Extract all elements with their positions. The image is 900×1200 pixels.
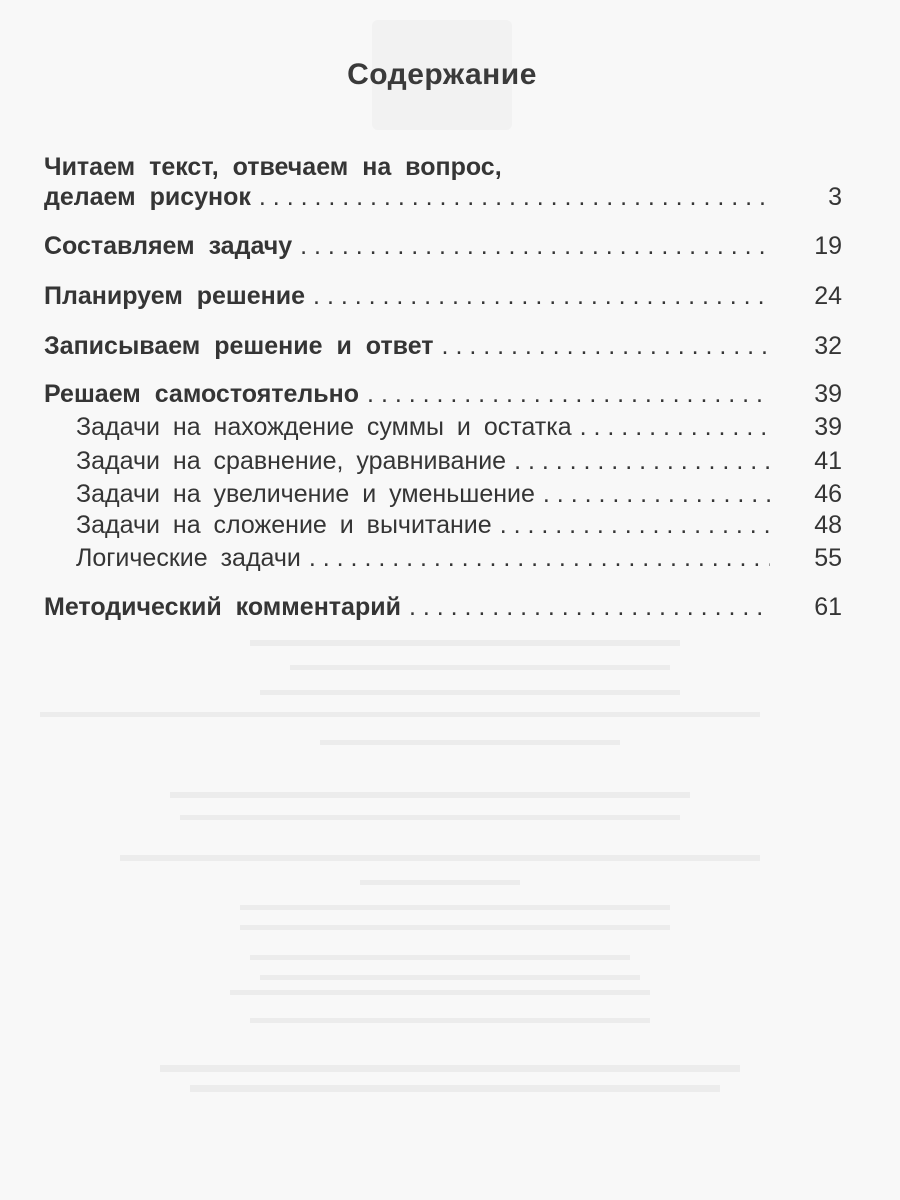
toc-entry-write-solution[interactable] xyxy=(44,329,842,363)
toc-subentry-sum-remainder[interactable] xyxy=(76,410,842,444)
toc-page-number: 24 xyxy=(814,282,842,310)
toc-entry-methodical-commentary[interactable] xyxy=(44,590,842,624)
toc-entry-solve-yourself[interactable] xyxy=(44,377,842,411)
toc-entry-compose-task[interactable] xyxy=(44,229,842,263)
toc-subentry-addition-subtraction[interactable] xyxy=(76,508,842,542)
toc-page-number: 19 xyxy=(814,232,842,260)
toc-page-number: 55 xyxy=(814,544,842,572)
toc-page-number: 39 xyxy=(814,380,842,408)
toc-entry-label: Логические задачи xyxy=(76,544,301,572)
toc-page-number: 48 xyxy=(814,511,842,539)
dot-leader xyxy=(313,279,770,313)
toc-entry-label: Задачи на увеличение и уменьшение xyxy=(76,480,535,508)
toc-subentry-comparison[interactable] xyxy=(76,444,842,478)
toc-page-number: 32 xyxy=(814,332,842,360)
toc-entry-label: Задачи на сложение и вычитание xyxy=(76,511,492,539)
toc-subentry-logic[interactable] xyxy=(76,541,842,575)
page-title: Содержание xyxy=(347,58,537,91)
dot-leader xyxy=(259,180,770,214)
dot-leader xyxy=(514,444,770,478)
toc-entry-label: Решаем самостоятельно xyxy=(44,380,360,408)
dot-leader xyxy=(309,541,770,575)
toc-entry-label: Составляем задачу xyxy=(44,232,293,260)
dot-leader xyxy=(543,477,770,511)
dot-leader xyxy=(367,377,770,411)
toc-page-number: 41 xyxy=(814,447,842,475)
toc-entry-label: Задачи на нахождение суммы и остатка xyxy=(76,413,572,441)
toc-entry-label: делаем рисунок xyxy=(44,183,251,211)
dot-leader xyxy=(580,410,770,444)
toc-entry-label: Методический комментарий xyxy=(44,593,401,621)
dot-leader xyxy=(442,329,770,363)
toc-page-number: 61 xyxy=(814,593,842,621)
toc-page-number: 3 xyxy=(828,183,842,211)
toc-entry-label: Планируем решение xyxy=(44,282,306,310)
dot-leader xyxy=(409,590,770,624)
toc-entry-label: Задачи на сравнение, уравнивание xyxy=(76,447,507,475)
dot-leader xyxy=(300,229,770,263)
toc-entry-reading-line1[interactable]: Читаем текст, отвечаем на вопрос, xyxy=(44,153,502,181)
toc-subentry-increase-decrease[interactable] xyxy=(76,477,842,511)
toc-entry-plan-solution[interactable] xyxy=(44,279,842,313)
toc-entry-reading[interactable] xyxy=(44,180,842,214)
toc-page-number: 46 xyxy=(814,480,842,508)
toc-entry-label: Записываем решение и ответ xyxy=(44,332,434,360)
toc-page-number: 39 xyxy=(814,413,842,441)
dot-leader xyxy=(500,508,770,542)
